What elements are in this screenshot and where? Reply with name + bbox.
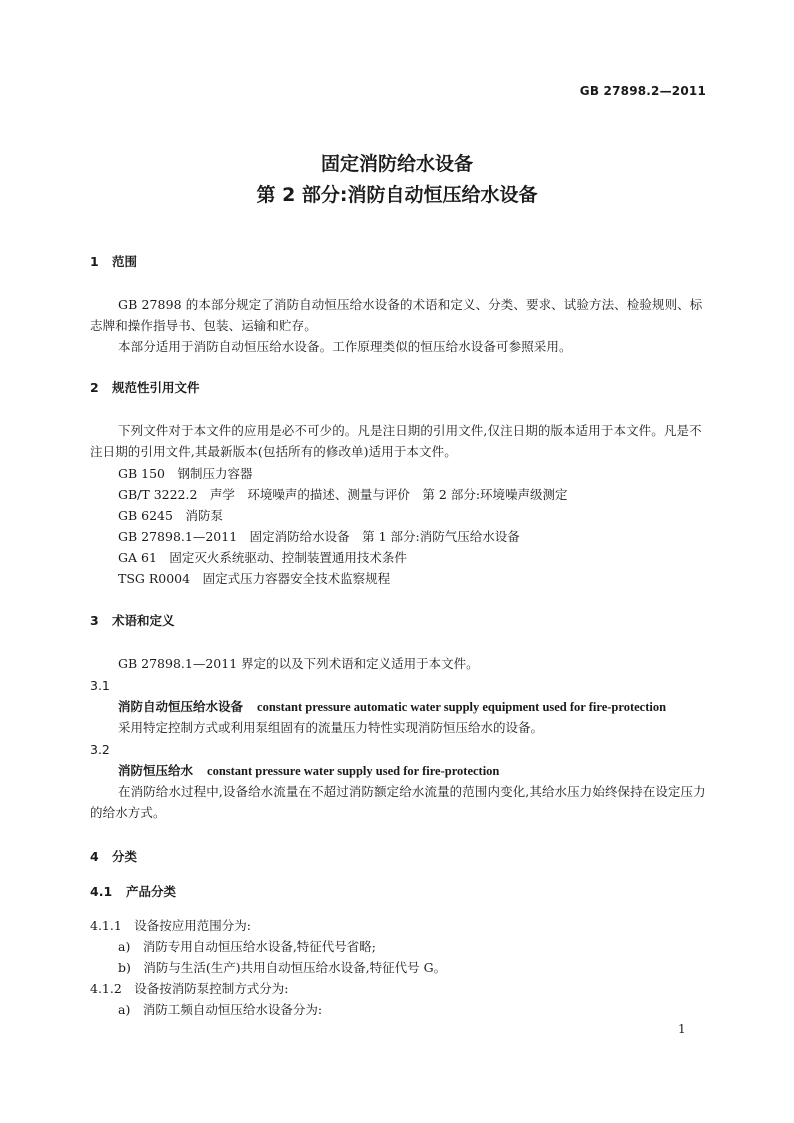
reference-item: GA 61 固定灭火系统驱动、控制装置通用技术条件 (118, 550, 407, 565)
paragraph: 本部分适用于消防自动恒压给水设备。工作原理类似的恒压给水设备可参照采用。 (118, 339, 572, 354)
section-3-heading (90, 613, 175, 629)
term-definition: 在消防给水过程中,设备给水流量在不超过消防额定给水流量的范围内变化,其给水压力始终保持在设定压力的给水方式。 (90, 784, 706, 820)
list-item: a) 消防专用自动恒压给水设备,特征代号省略; (118, 939, 377, 954)
term-entry (118, 763, 499, 779)
document-subtitle: 第 2 部分:消防自动恒压给水设备 (256, 184, 538, 206)
subsection-title: 产品分类 (126, 884, 177, 899)
paragraph: GB 27898 的本部分规定了消防自动恒压给水设备的术语和定义、分类、要求、试验方法、检验规则、标志牌和操作指导书、包装、运输和贮存。 (90, 297, 703, 333)
term-english: constant pressure automatic water supply equipment used for fire-protection (257, 700, 667, 714)
page-number: 1 (678, 1022, 686, 1036)
list-item: b) 消防与生活(生产)共用自动恒压给水设备,特征代号 G。 (118, 960, 447, 975)
section-title: 术语和定义 (112, 613, 175, 628)
section-number: 4 (90, 849, 99, 864)
subsection-number: 4.1 (90, 884, 113, 899)
standard-code: GB 27898.2—2011 (579, 84, 706, 98)
section-1-heading (90, 254, 137, 270)
section-title: 规范性引用文件 (112, 380, 200, 395)
subsection-4-1-heading (90, 884, 176, 900)
term-chinese: 消防自动恒压给水设备 (118, 699, 244, 714)
section-number: 1 (90, 254, 99, 269)
term-english: constant pressure water supply used for fire-protection (207, 764, 500, 778)
document-title: 固定消防给水设备 (320, 153, 473, 175)
clause: 4.1.1 设备按应用范围分为: (90, 918, 252, 933)
list-item: a) 消防工频自动恒压给水设备分为: (118, 1002, 323, 1017)
reference-item: GB 27898.1—2011 固定消防给水设备 第 1 部分:消防气压给水设备 (118, 529, 520, 544)
reference-item: GB/T 3222.2 声学 环境噪声的描述、测量与评价 第 2 部分:环境噪声级测定 (118, 487, 568, 502)
term-entry (118, 699, 666, 715)
term-number: 3.1 (90, 678, 110, 693)
reference-item: GB 150 钢制压力容器 (118, 466, 253, 481)
term-number: 3.2 (90, 742, 110, 757)
term-definition: 采用特定控制方式或利用泵组固有的流量压力特性实现消防恒压给水的设备。 (118, 720, 544, 735)
reference-item: TSG R0004 固定式压力容器安全技术监察规程 (118, 571, 391, 586)
section-title: 范围 (112, 254, 138, 269)
section-4-heading (90, 849, 137, 865)
paragraph: GB 27898.1—2011 界定的以及下列术语和定义适用于本文件。 (118, 656, 479, 671)
term-chinese: 消防恒压给水 (118, 763, 194, 778)
paragraph: 下列文件对于本文件的应用是必不可少的。凡是注日期的引用文件,仅注日期的版本适用于本文件。凡是不注日期的引用文件,其最新版本(包括所有的修改单)适用于本文件。 (90, 423, 702, 459)
clause: 4.1.2 设备按消防泵控制方式分为: (90, 981, 289, 996)
reference-item: GB 6245 消防泵 (118, 508, 223, 523)
section-2-heading (90, 380, 200, 396)
section-number: 3 (90, 613, 99, 628)
section-number: 2 (90, 380, 99, 395)
section-title: 分类 (112, 849, 138, 864)
